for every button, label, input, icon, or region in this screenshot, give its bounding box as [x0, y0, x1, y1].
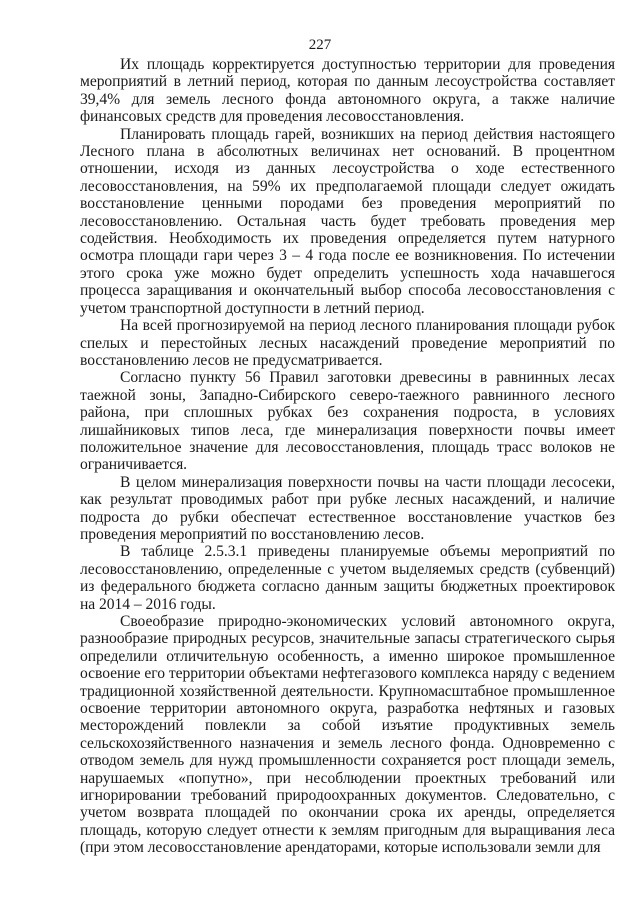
page-number: 227 — [308, 37, 332, 53]
paragraph-2: Планировать площадь гарей, возникших на период действия настоящего Лесного плана в абсолютных величинах нет оснований. В процентном отношении, исходя из данных лесоустройства о ходе естественного лесовосстановления, на 59% их предполагаемой площади следует ожидать восстановление ценными породами без проведения мероприятий по лесовосстановлению. Остальная часть будет требовать проведения мер содействия. Необходимость их проведения определяется путем натурного осмотра площади гари через 3 – 4 года после ее возникновения. По истечении этого срока уже можно будет определить успешность хода начавшегося процесса заращивания и окончательный выбор способа лесовосстановления с учетом транспортной доступности в летний период. — [80, 125, 615, 317]
paragraph-3: На всей прогнозируемой на период лесного планирования площади рубок спелых и перестойных лесных насаждений проведение мероприятий по восстановлению лесов не предусматривается. — [80, 317, 615, 369]
body-text — [80, 56, 615, 857]
paragraph-1: Их площадь корректируется доступностью территории для проведения мероприятий в летний период, которая по данным лесоустройства составляет 39,4% для земель лесного фонда автономного округа, а также наличие финансовых средств для проведения лесовосстановления. — [80, 56, 615, 126]
paragraph-7: Своеобразие природно-экономических условий автономного округа, разнообразие природных ресурсов, значительные запасы стратегического сырья определили отличительную особенность, а именно широкое промышленное освоение его территории объектами нефтегазового комплекса наряду с ведением традиционной хозяйственной деятельности. Крупномасштабное промышленное освоение территории автономного округа, разработка нефтяных и газовых месторождений повлекли за собой изъятие продуктивных земель сельскохозяйственного назначения и земель лесного фонда. Одновременно с отводом земель для нужд промышленности сохраняется рост площади земель, нарушаемых «попутно», при несоблюдении проектных требований или игнорировании требований природоохранных документов. Следовательно, с учетом возврата площадей по окончании срока их аренды, определяется площадь, которую следует отнести к землям пригодным для выращивания леса (при этом лесовосстановление арендаторами, которые использовали земли для — [80, 613, 615, 857]
paragraph-5: В целом минерализация поверхности почвы на части площади лесосеки, как результат проводимых работ при рубке лесных насаждений, и наличие подроста до рубки обеспечат естественное восстановление участков без проведения мероприятий по восстановлению лесов. — [80, 473, 615, 543]
paragraph-4: Согласно пункту 56 Правил заготовки древесины в равнинных лесах таежной зоны, Западно-Сибирского северо-таежного равнинного лесного района, при сплошных рубках без сохранения подроста, в условиях лишайниковых типов леса, где минерализация поверхности почвы имеет положительное значение для лесовосстановления, площадь трасс волоков не ограничивается. — [80, 369, 615, 474]
paragraph-6: В таблице 2.5.3.1 приведены планируемые объемы мероприятий по лесовосстановлению, определенные с учетом выделяемых средств (субвенций) из федерального бюджета согласно данным защиты бюджетных проектировок на 2014 – 2016 годы. — [80, 543, 615, 613]
